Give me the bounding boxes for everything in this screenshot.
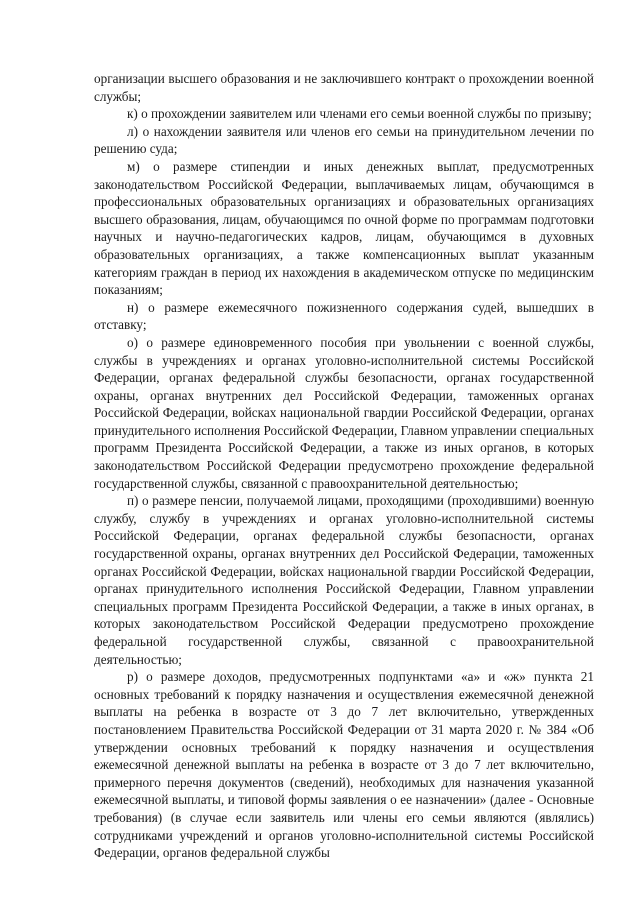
paragraph-item-r: р) о размере доходов, предусмотренных подпунктами «а» и «ж» пункта 21 основных требований к порядку назначения и осуществления ежемесячной денежной выплаты на ребенка в возрасте от 3 до 7 лет включительно, утвержденных постановлением Правительства Российской Федерации от 31 марта 2020 г. № 384 «Об утверждении основных требований к порядку назначения и осуществления ежемесячной денежной выплаты на ребенка в возрасте от 3 до 7 лет включительно, примерного перечня документов (сведений), необходимых для назначения указанной ежемесячной выплаты, и типовой формы заявления о ее назначении» (далее - Основные требования) (в случае если заявитель или члены его семьи являются (являлись) сотрудниками учреждений и органов уголовно-исполнительной системы Российской Федерации, органов федеральной службы <box>94 669 594 861</box>
document-body <box>94 70 594 862</box>
paragraph-continuation: организации высшего образования и не заключившего контракт о прохождении военной службы; <box>94 71 594 104</box>
paragraph-item-l: л) о нахождении заявителя или членов его семьи на принудительном лечении по решению суда; <box>94 123 594 157</box>
paragraph-item-p: п) о размере пенсии, получаемой лицами, проходящими (проходившими) военную службу, службу в учреждениях и органах уголовно-исполнительной системы Российской Федерации, органах федеральной службы безопасности, органах государственной охраны, органах внутренних дел Российской Федерации, таможенных органах Российской Федерации, войсках национальной гвардии Российской Федерации, органах принудительного исполнения Российской Федерации, Главном управлении специальных программ Президента Российской Федерации, а также в иных органах, в которых законодательством Российской Федерации предусмотрено прохождение федеральной государственной службы, связанной с правоохранительной деятельностью; <box>94 493 594 667</box>
paragraph-item-n: н) о размере ежемесячного пожизненного содержания судей, вышедших в отставку; <box>94 299 594 333</box>
paragraph-item-k: к) о прохождении заявителем или членами его семьи военной службы по призыву; <box>127 106 592 122</box>
paragraph-item-o: о) о размере единовременного пособия при увольнении с военной службы, службы в учреждениях и органах уголовно-исполнительной системы Российской Федерации, органах федеральной службы безопасности, органах государственной охраны, органах внутренних дел Российской Федерации, таможенных органах Российской Федерации, войсках национальной гвардии Российской Федерации, органах принудительного исполнения Российской Федерации, Главном управлении специальных программ Президента Российской Федерации, а также из иных органов, в которых законодательством Российской Федерации предусмотрено прохождение федеральной государственной службы, связанной с правоохранительной деятельностью; <box>94 334 594 491</box>
paragraph-item-m: м) о размере стипендии и иных денежных выплат, предусмотренных законодательством Российской Федерации, выплачиваемых лицам, обучающимся в профессиональных образовательных организациях и образовательных организациях высшего образования, лицам, обучающимся по очной форме по программам подготовки научных и научно-педагогических кадров, лицам, обучающимся в духовных образовательных организациях, а также компенсационных выплат указанным категориям граждан в период их нахождения в академическом отпуске по медицинским показаниям; <box>94 158 594 298</box>
